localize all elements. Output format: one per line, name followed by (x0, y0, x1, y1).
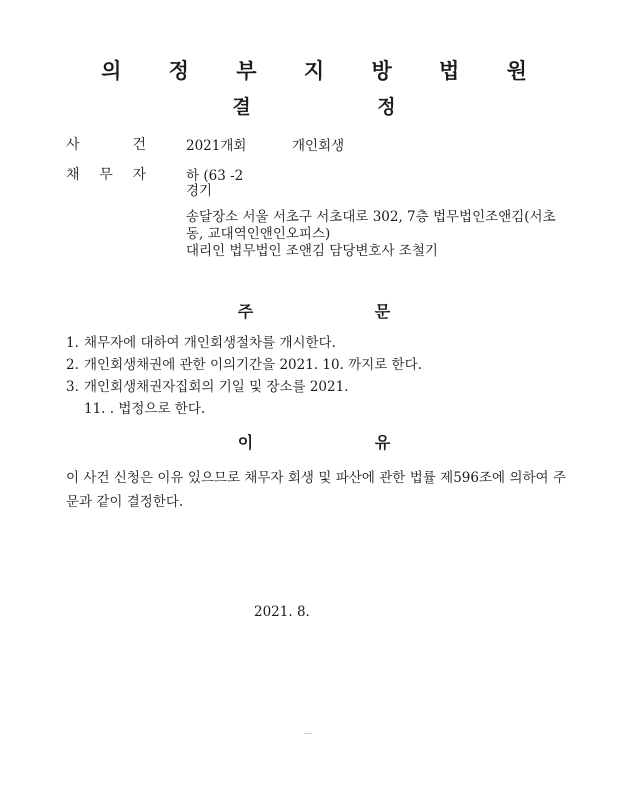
delivery-line: 대리인 법무법인 조앤김 담당변호사 조철기 (186, 243, 438, 259)
order-list (66, 332, 566, 420)
decision-date: 2021. 8. (254, 604, 310, 620)
case-name: 개인회생 (292, 138, 345, 154)
order-heading: 주 문 (237, 302, 449, 321)
order-item-number: 1. (66, 335, 79, 351)
delivery-address-block (186, 209, 566, 260)
order-item (66, 332, 566, 354)
debtor-name: 하 (63 -2 (186, 168, 244, 184)
case-label-char: 건 (132, 137, 146, 153)
order-item (66, 354, 566, 376)
court-name: 의 정 부 지 방 법 원 (101, 59, 547, 83)
debtor-label (66, 164, 146, 184)
order-item-number: 2. (66, 357, 79, 373)
scan-mark (304, 733, 312, 734)
reason-text: 이 사건 신청은 이유 있으므로 채무자 회생 및 파산에 관한 법률 제596조에 의하여 주문과 같이 결정한다. (66, 470, 566, 510)
delivery-line: 송달장소 서울 서초구 서초대로 302, 7층 법무법인조앤김(서초 (186, 209, 556, 225)
order-item (66, 376, 566, 420)
order-item-text: 개인회생채권에 관한 이의기간을 2021. 10. 까지로 한다. (84, 357, 422, 373)
order-item-text: 채무자에 대하여 개인회생절차를 개시한다. (84, 335, 336, 351)
debtor-label-char: 자 (132, 167, 146, 183)
debtor-label-char: 무 (99, 167, 113, 183)
order-item-number: 3. (66, 379, 79, 395)
case-label-char: 사 (66, 137, 80, 153)
case-number: 2021개회 (186, 138, 247, 154)
order-item-text: 개인회생채권자집회의 기일 및 장소를 2021. 11. . 법정으로 한다. (84, 379, 349, 417)
debtor-label-char: 채 (66, 167, 80, 183)
reason-heading: 이 유 (237, 433, 449, 452)
case-label (66, 134, 146, 154)
delivery-line: 동, 교대역인앤인오피스) (186, 226, 331, 242)
document-type-title: 결 정 (232, 96, 456, 118)
debtor-address: 경기 (186, 183, 213, 199)
